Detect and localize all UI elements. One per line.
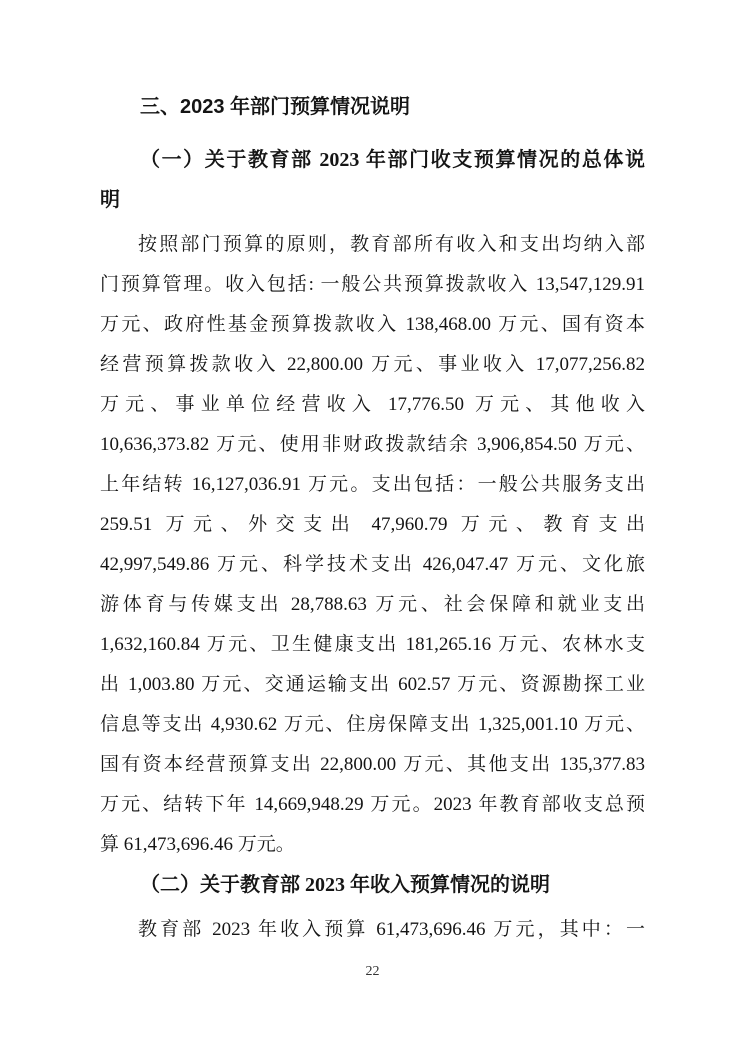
- text-line: 算 61,473,696.46 万元。: [100, 834, 295, 855]
- subsection-heading-2: （二）关于教育部 2023 年收入预算情况的说明: [140, 874, 550, 896]
- heading-line: 明: [100, 189, 120, 211]
- text-line: 按照部门预算的原则，教育部所有收入和支出均纳入部: [138, 234, 645, 255]
- page-number: 22: [365, 964, 380, 979]
- page-title: 三、2023 年部门预算情况说明: [140, 96, 411, 118]
- text-line: 1,632,160.84 万元、卫生健康支出 181,265.16 万元、农林水支: [100, 634, 645, 655]
- subsection-heading-1: [100, 140, 645, 220]
- text-line: 出 1,003.80 万元、交通运输支出 602.57 万元、资源勘探工业: [100, 674, 645, 695]
- paragraph-revenue-budget: [100, 910, 645, 950]
- text-line: 万元、事业单位经营收入 17,776.50 万元、其他收入: [100, 394, 645, 415]
- text-line: 游体育与传媒支出 28,788.63 万元、社会保障和就业支出: [100, 594, 645, 615]
- text-line: 教育部 2023 年收入预算 61,473,696.46 万元，其中：一: [138, 919, 645, 940]
- text-line: 经营预算拨款收入 22,800.00 万元、事业收入 17,077,256.82: [100, 354, 645, 375]
- text-line: 42,997,549.86 万元、科学技术支出 426,047.47 万元、文化旅: [100, 554, 645, 575]
- text-line: 10,636,373.82 万元、使用非财政拨款结余 3,906,854.50 万元、: [100, 434, 645, 455]
- text-line: 万元、结转下年 14,669,948.29 万元。2023 年教育部收支总预: [100, 794, 645, 815]
- text-line: 国有资本经营预算支出 22,800.00 万元、其他支出 135,377.83: [100, 754, 645, 775]
- text-line: 万元、政府性基金预算拨款收入 138,468.00 万元、国有资本: [100, 314, 645, 335]
- text-line: 门预算管理。收入包括: 一般公共预算拨款收入 13,547,129.91: [100, 274, 645, 295]
- text-line: 上年结转 16,127,036.91 万元。支出包括：一般公共服务支出: [100, 474, 645, 495]
- text-line: 信息等支出 4,930.62 万元、住房保障支出 1,325,001.10 万元、: [100, 714, 645, 735]
- text-line: 259.51 万元、外交支出 47,960.79 万元、教育支出: [100, 514, 645, 535]
- paragraph-budget-overview: [100, 225, 645, 865]
- heading-line: （一）关于教育部 2023 年部门收支预算情况的总体说: [140, 149, 645, 171]
